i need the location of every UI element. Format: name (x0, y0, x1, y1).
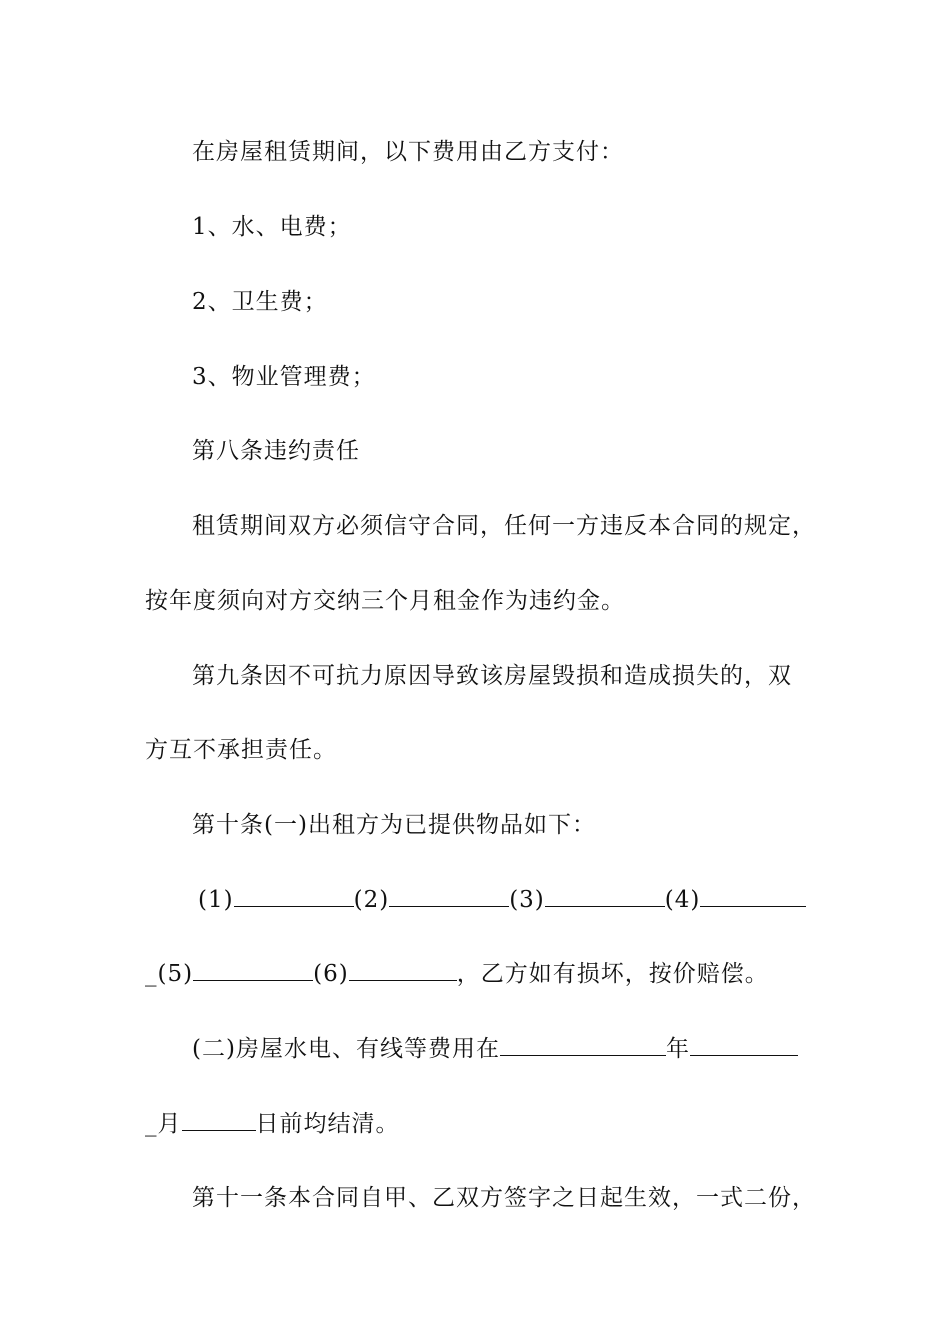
item-blank-4 (700, 884, 806, 907)
utilities-line-2 (145, 1108, 835, 1140)
month-label: _月 (145, 1111, 182, 1137)
day-blank (182, 1108, 256, 1131)
item-blank-1 (234, 884, 354, 907)
article-8-text-line-2: 按年度须向对方交纳三个月租金作为违约金。 (145, 588, 625, 614)
item-blank-2 (389, 884, 509, 907)
paragraph-fees-intro: 在房屋租赁期间，以下费用由乙方支付： (192, 139, 624, 165)
article-8-heading: 第八条违约责任 (192, 438, 360, 464)
damage-compensation-text: ，乙方如有损坏，按价赔偿。 (456, 961, 769, 987)
item-blank-3 (545, 884, 665, 907)
items-line-2 (145, 958, 835, 990)
item-blank-5 (193, 958, 313, 981)
settlement-text: 日前均结清。 (255, 1111, 400, 1137)
item-blank-6 (349, 958, 457, 981)
utilities-text: (二)房屋水电、有线等费用在 (192, 1036, 500, 1062)
article-10-heading: 第十条(一)出租方为已提供物品如下： (192, 812, 596, 838)
article-11-text-line-1: 第十一条本合同自甲、乙双方签字之日起生效，一式二份， (192, 1185, 816, 1211)
item-label-4: (4) (664, 887, 701, 913)
article-8-text-line-1: 租赁期间双方必须信守合同，任何一方违反本合同的规定， (192, 513, 816, 539)
items-line-1 (198, 884, 818, 916)
item-label-5: _(5) (145, 961, 194, 987)
item-label-2: (2) (353, 887, 390, 913)
year-blank (500, 1033, 666, 1056)
utilities-line-1 (192, 1033, 832, 1065)
year-label: 年 (665, 1036, 690, 1062)
item-label-3: (3) (509, 887, 545, 913)
item-label-6: (6) (313, 961, 349, 987)
list-item-water-electricity: 1、水、电费； (192, 214, 352, 240)
month-blank (690, 1033, 798, 1056)
list-item-property-management: 3、物业管理费； (192, 364, 376, 390)
article-9-text-line-2: 方互不承担责任。 (145, 737, 337, 763)
list-item-sanitation: 2、卫生费； (192, 289, 328, 315)
article-9-text-line-1: 第九条因不可抗力原因导致该房屋毁损和造成损失的，双 (192, 663, 792, 689)
item-label-1: (1) (198, 887, 234, 913)
